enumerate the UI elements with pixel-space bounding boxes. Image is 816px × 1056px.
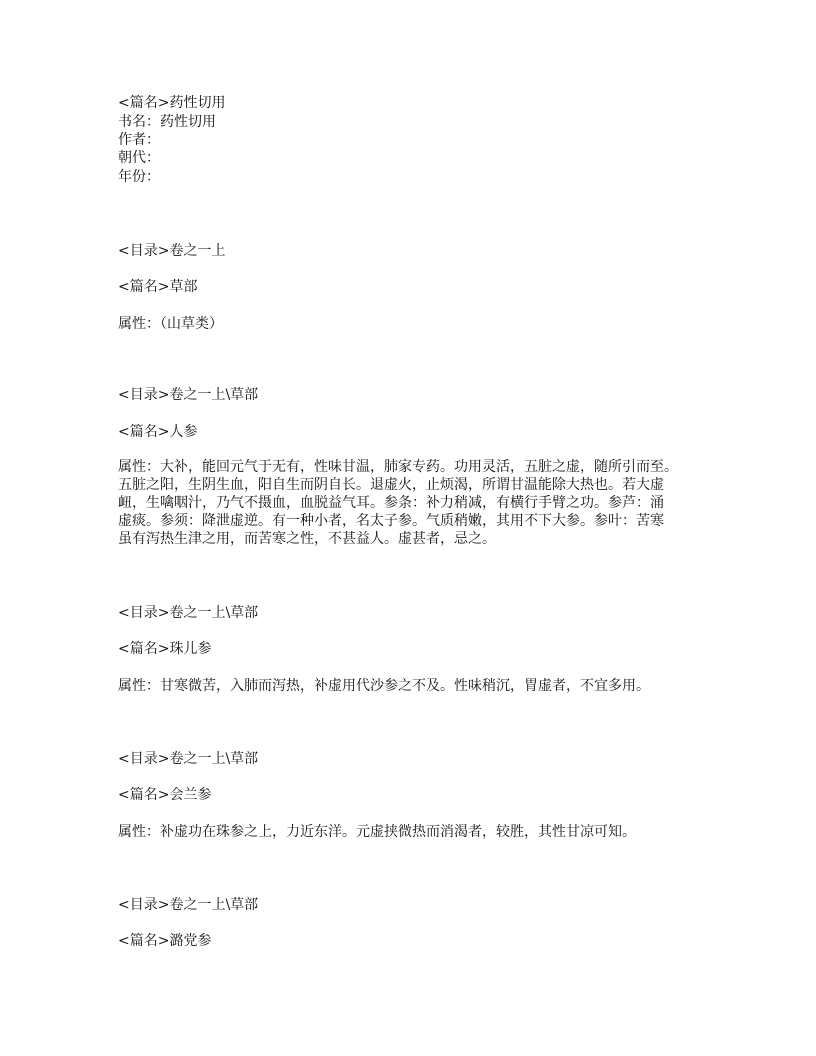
catalog-line: <目录>卷之一上\草部 [118, 751, 259, 767]
year: 年份： [118, 169, 160, 185]
section-name: <篇名>潞党参 [118, 933, 212, 949]
section-name: <篇名>草部 [118, 279, 198, 295]
attribute-line: 虽有泻热生津之用，而苦寒之性，不甚益人。虚甚者，忌之。 [118, 531, 496, 547]
author: 作者： [118, 132, 160, 148]
attribute-line: 属性：（山草类） [118, 316, 223, 332]
attribute-line: 衄，生噙咽汁，乃气不摄血，血脱益气耳。参条：补力稍减，有横行手臂之功。参芦：涌 [118, 495, 664, 511]
section-name: <篇名>人参 [118, 424, 198, 440]
dynasty: 朝代： [118, 150, 160, 166]
attribute-line: 属性：大补，能回元气于无有，性味甘温，肺家专药。功用灵活，五脏之虚，随所引而至。 [118, 459, 678, 475]
catalog-line: <目录>卷之一上 [118, 243, 226, 259]
attribute-line: 属性：甘寒微苦，入肺而泻热，补虚用代沙参之不及。性味稍沉，胃虚者，不宜多用。 [118, 678, 650, 694]
catalog-line: <目录>卷之一上\草部 [118, 387, 259, 403]
attribute-line: 五脏之阳，生阴生血，阳自生而阴自长。退虚火，止烦渴，所谓甘温能除大热也。若大虚 [118, 477, 664, 493]
attribute-line: 属性：补虚功在珠参之上，力近东洋。元虚挟微热而消渴者，较胜，其性甘凉可知。 [118, 824, 636, 840]
section-name: <篇名>珠儿参 [118, 641, 212, 657]
catalog-line: <目录>卷之一上\草部 [118, 605, 259, 621]
book-name: 书名：药性切用 [118, 114, 216, 130]
catalog-line: <目录>卷之一上\草部 [118, 897, 259, 913]
section-name: <篇名>会兰参 [118, 787, 212, 803]
doc-title: <篇名>药性切用 [118, 95, 226, 111]
attribute-line: 虚痰。参须：降泄虚逆。有一种小者，名太子参。气质稍嫩，其用不下大参。参叶：苦寒 [118, 513, 664, 529]
